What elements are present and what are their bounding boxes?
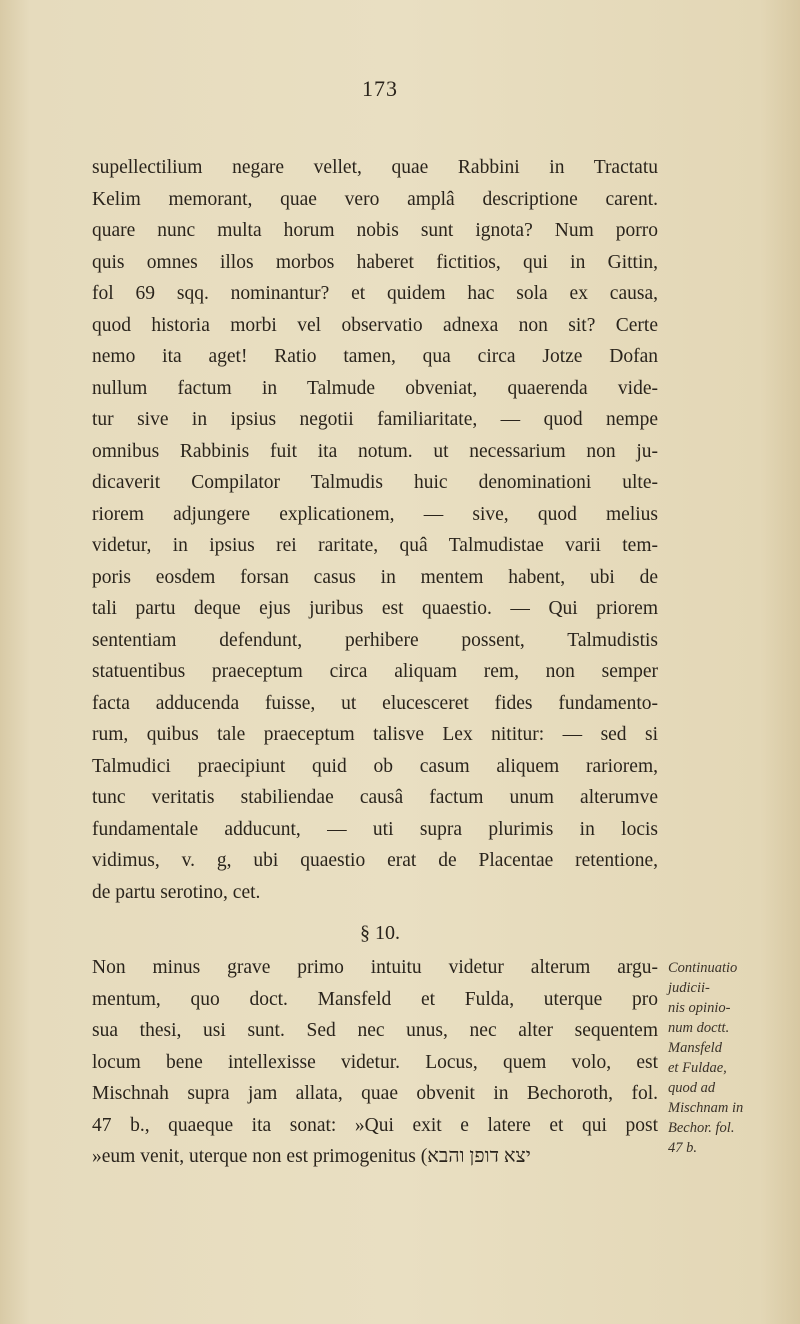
- paragraph1-line: dicaverit Compilator Talmudis huic denominationi ulte-: [92, 472, 658, 493]
- paragraph1-line: fundamentale adducunt, — uti supra plurimis in locis: [92, 818, 658, 840]
- paragraph1-line: de partu serotino, cet.: [92, 881, 261, 903]
- marginal-note-line: num doctt.: [668, 1020, 730, 1036]
- paragraph1-line: tali partu deque ejus juribus est quaestio. — Qui priorem: [92, 598, 658, 619]
- paragraph1-line: poris eosdem forsan casus in mentem habent, ubi de: [92, 566, 658, 588]
- paragraph-2: [92, 952, 658, 1173]
- paragraph1-line: vidimus, v. g, ubi quaestio erat de Placentae retentione,: [92, 850, 658, 871]
- marginal-note-line: judicii-: [668, 980, 710, 996]
- paragraph1-line: facta adducenda fuisse, ut elucesceret fides fundamento-: [92, 692, 658, 714]
- paragraph2-line: Non minus grave primo intuitu videtur alterum argu-: [92, 957, 658, 978]
- page-number: 173: [362, 76, 398, 101]
- paragraph1-line: riorem adjungere explicationem, — sive, quod melius: [92, 503, 658, 525]
- paragraph1-line: sententiam defendunt, perhibere possent, Talmudistis: [92, 629, 658, 651]
- paragraph1-line: videtur, in ipsius rei raritate, quâ Talmudistae varii tem-: [92, 535, 658, 556]
- paragraph1-line: rum, quibus tale praeceptum talisve Lex nititur: — sed si: [92, 724, 658, 745]
- marginal-note-line: Mansfeld: [668, 1040, 722, 1056]
- paragraph1-line: statuentibus praeceptum circa aliquam rem, non semper: [92, 661, 658, 682]
- marginal-note-line: Mischnam in: [668, 1100, 744, 1116]
- paragraph1-line: nullum factum in Talmude obveniat, quaerenda vide-: [92, 377, 658, 399]
- paragraph2-line: mentum, quo doct. Mansfeld et Fulda, uterque pro: [92, 988, 658, 1010]
- paragraph1-line: tur sive in ipsius negotii familiaritate, — quod nempe: [92, 409, 658, 430]
- paragraph1-line: Kelim memorant, quae vero amplâ descriptione carent.: [92, 188, 658, 210]
- paragraph1-line: fol 69 sqq. nominantur? et quidem hac sola ex causa,: [92, 283, 658, 304]
- paragraph1-line: tunc veritatis stabiliendae causâ factum unum alterumve: [92, 787, 658, 808]
- marginal-note-line: nis opinio-: [668, 1000, 731, 1016]
- marginal-note-line: 47 b.: [668, 1140, 697, 1156]
- paragraph1-line: quare nunc multa horum nobis sunt ignota? Num porro: [92, 220, 658, 241]
- paragraph-1: [92, 152, 658, 908]
- marginal-note: [668, 958, 798, 1158]
- paragraph1-line: quis omnes illos morbos haberet fictitios, qui in Gittin,: [92, 251, 658, 273]
- paragraph2-line: Mischnah supra jam allata, quae obvenit in Bechoroth, fol.: [92, 1083, 658, 1104]
- marginal-note-line: quod ad: [668, 1080, 716, 1096]
- paragraph2-line: »eum venit, uterque non est primogenitus (יצא דופן והבא: [92, 1146, 531, 1167]
- paragraph2-line: 47 b., quaeque ita sonat: »Qui exit e latere et qui post: [92, 1114, 658, 1136]
- section-heading: § 10.: [360, 922, 400, 944]
- marginal-note-line: Continuatio: [668, 960, 738, 976]
- paragraph1-line: quod historia morbi vel observatio adnexa non sit? Certe: [92, 314, 658, 336]
- marginal-note-line: Bechor. fol.: [668, 1120, 735, 1136]
- paragraph2-line: locum bene intellexisse videtur. Locus, quem volo, est: [92, 1051, 658, 1073]
- paragraph1-line: omnibus Rabbinis fuit ita notum. ut necessarium non ju-: [92, 440, 658, 462]
- paragraph1-line: supellectilium negare vellet, quae Rabbini in Tractatu: [92, 157, 658, 178]
- paragraph1-line: Talmudici praecipiunt quid ob casum aliquem rariorem,: [92, 755, 658, 777]
- paragraph2-line: sua thesi, usi sunt. Sed nec unus, nec alter sequentem: [92, 1020, 658, 1041]
- marginal-note-line: et Fuldae,: [668, 1060, 727, 1076]
- paragraph1-line: nemo ita aget! Ratio tamen, qua circa Jotze Dofan: [92, 346, 658, 367]
